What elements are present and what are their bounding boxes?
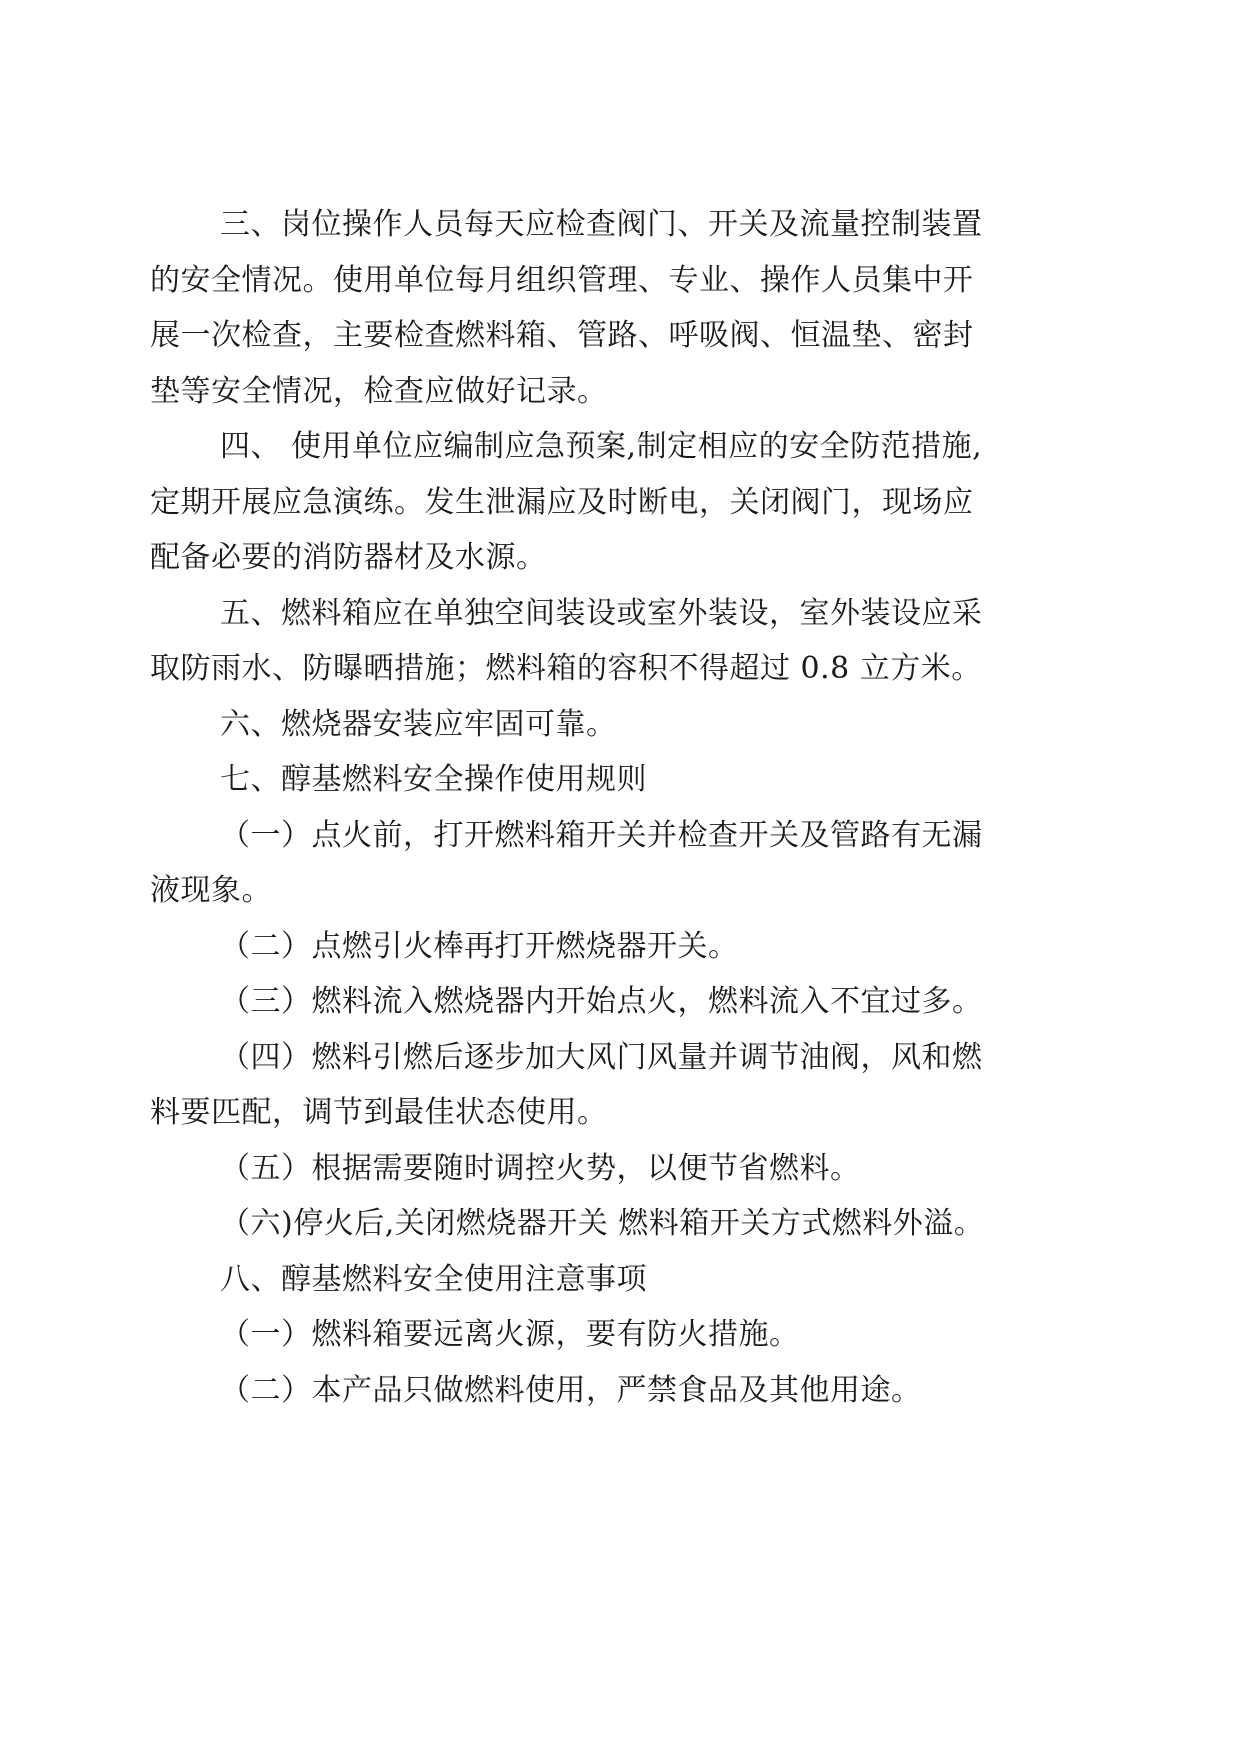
paragraph-4-line-3: 配备必要的消防器材及水源。 bbox=[150, 540, 547, 575]
paragraph-3-line-3: 展一次检查，主要检查燃料箱、管路、呼吸阀、恒温垫、密封 bbox=[150, 318, 974, 353]
paragraph-3-line-4: 垫等安全情况，检查应做好记录。 bbox=[150, 374, 608, 409]
item-7-1-line-1: （一）点火前，打开燃料箱开关并检查开关及管路有无漏 bbox=[220, 818, 983, 853]
item-7-4-line-1: （四）燃料引燃后逐步加大风门风量并调节油阀，风和燃 bbox=[220, 1040, 983, 1075]
item-8-2: （二）本产品只做燃料使用，严禁食品及其他用途。 bbox=[220, 1373, 922, 1408]
section-7-heading: 七、醇基燃料安全操作使用规则 bbox=[220, 762, 647, 797]
paragraph-5-line-2: 取防雨水、防曝晒措施；燃料箱的容积不得超过 0.8 立方米。 bbox=[150, 651, 982, 686]
paragraph-5-line-1: 五、燃料箱应在单独空间装设或室外装设，室外装设应采 bbox=[220, 596, 983, 631]
paragraph-6: 六、燃烧器安装应牢固可靠。 bbox=[220, 707, 617, 742]
item-7-5: （五）根据需要随时调控火势，以便节省燃料。 bbox=[220, 1151, 861, 1186]
paragraph-3-line-1: 三、岗位操作人员每天应检查阀门、开关及流量控制装置 bbox=[220, 207, 983, 242]
item-7-2: （二）点燃引火棒再打开燃烧器开关。 bbox=[220, 929, 739, 964]
item-7-3: （三）燃料流入燃烧器内开始点火，燃料流入不宜过多。 bbox=[220, 984, 983, 1019]
paragraph-4-line-1: 四、 使用单位应编制应急预案,制定相应的安全防范措施, bbox=[220, 429, 983, 464]
item-7-6: （六)停火后,关闭燃烧器开关 燃料箱开关方式燃料外溢。 bbox=[220, 1206, 985, 1241]
paragraph-3-line-2: 的安全情况。使用单位每月组织管理、专业、操作人员集中开 bbox=[150, 263, 974, 298]
item-7-1-line-2: 液现象。 bbox=[150, 873, 272, 908]
item-7-4-line-2: 料要匹配，调节到最佳状态使用。 bbox=[150, 1095, 608, 1130]
item-8-1: （一）燃料箱要远离火源，要有防火措施。 bbox=[220, 1317, 800, 1352]
section-8-heading: 八、醇基燃料安全使用注意事项 bbox=[220, 1262, 647, 1297]
paragraph-4-line-2: 定期开展应急演练。发生泄漏应及时断电，关闭阀门，现场应 bbox=[150, 485, 974, 520]
